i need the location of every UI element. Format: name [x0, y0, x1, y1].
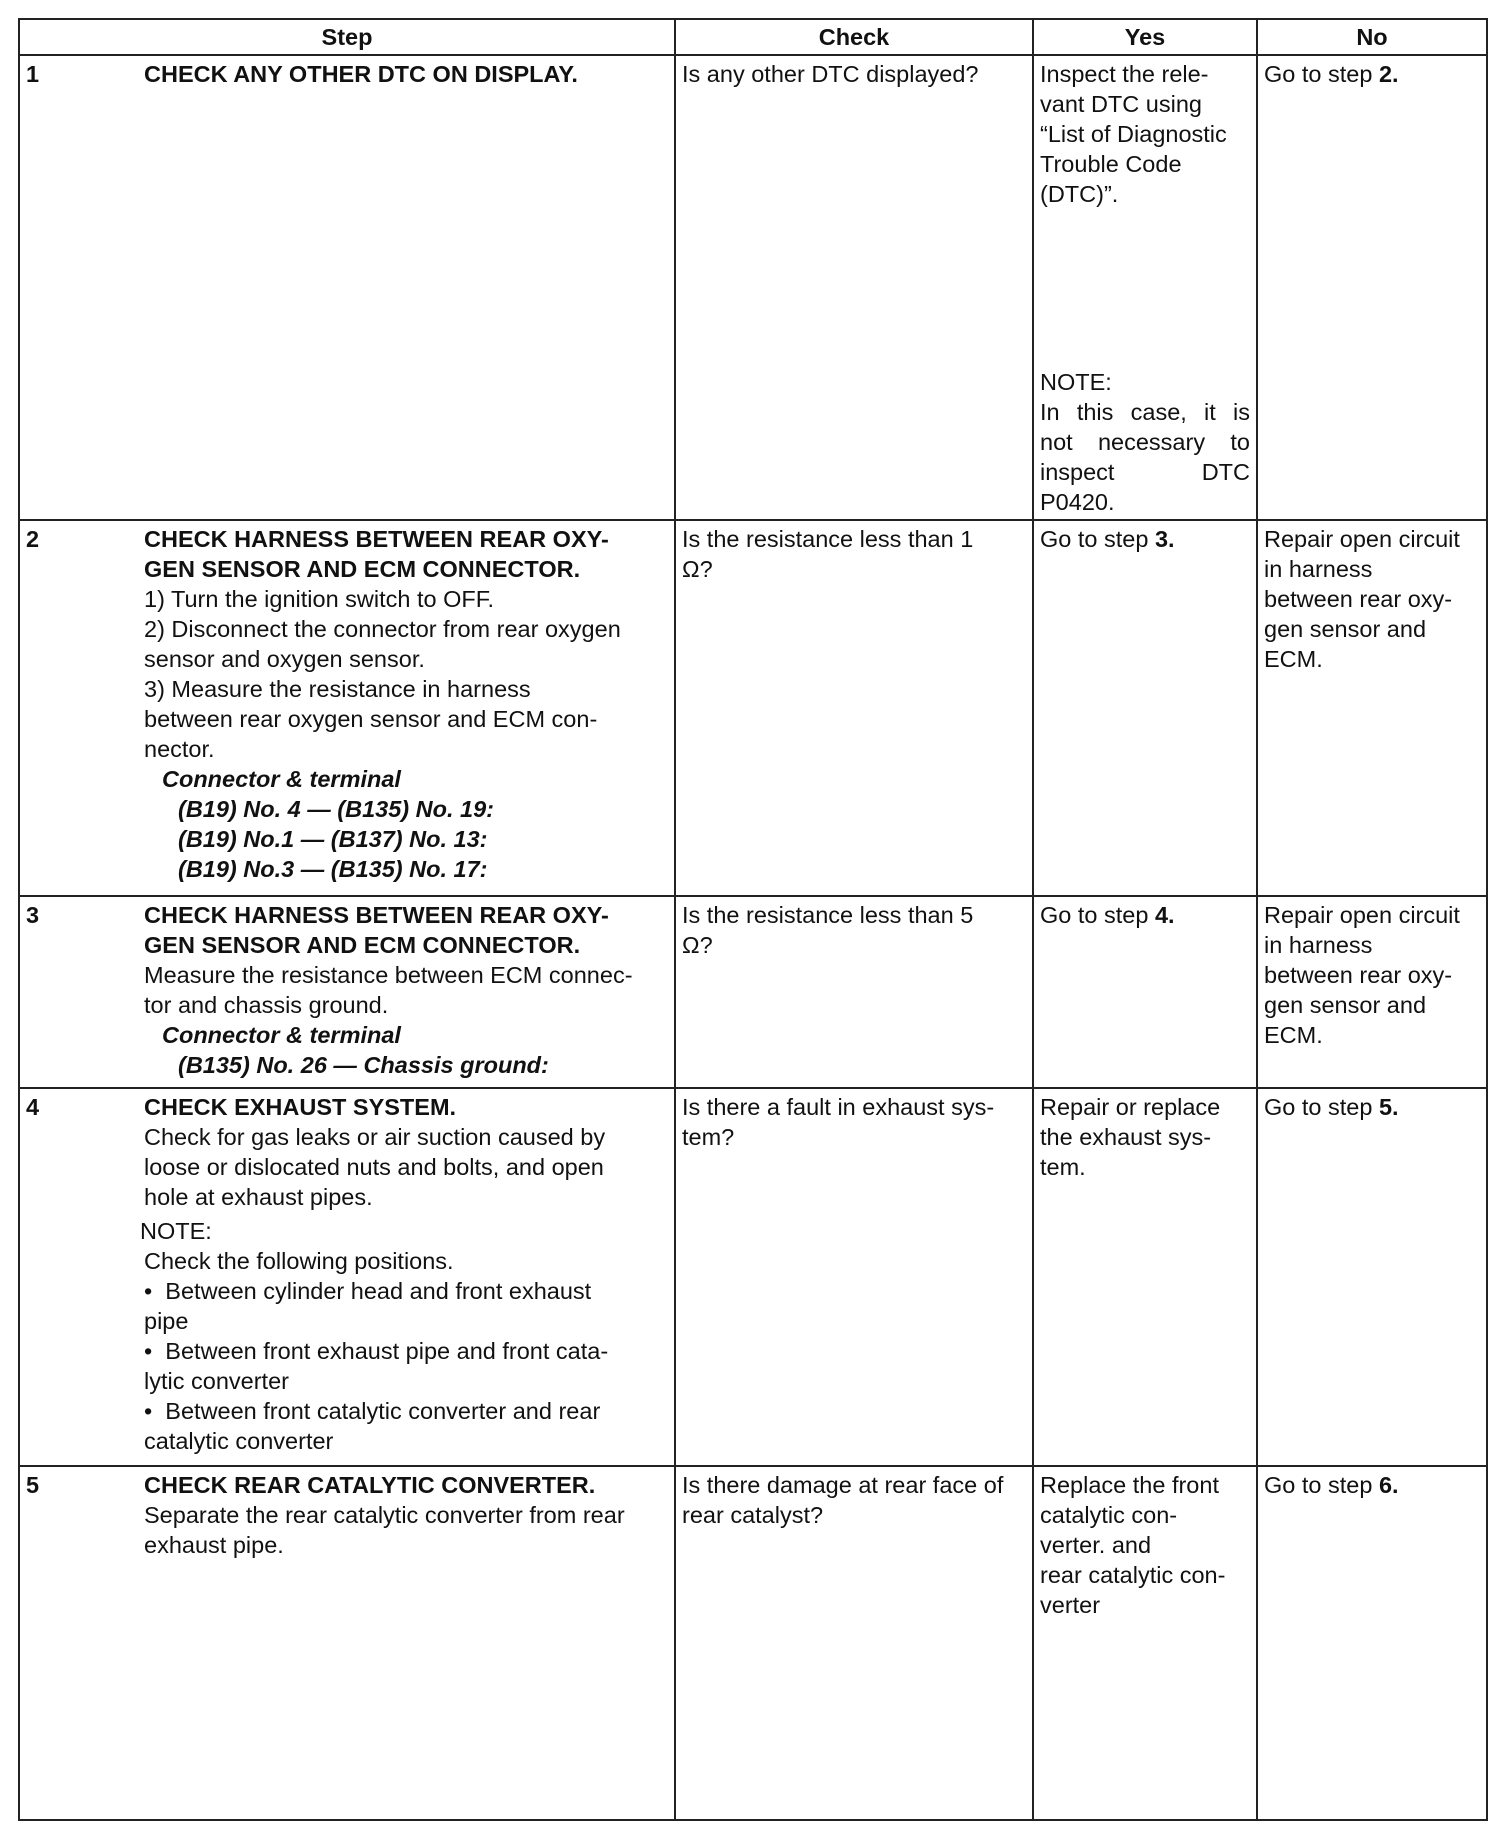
- step-cell-2: [19, 520, 675, 896]
- check-cell-5: [675, 1466, 1033, 1820]
- step-title: CHECK EXHAUST SYSTEM.: [144, 1094, 457, 1120]
- yes-line: catalytic con-: [1040, 1502, 1178, 1528]
- no-line: in harness: [1264, 556, 1373, 582]
- check-cell-3: [675, 896, 1033, 1088]
- procedure-line: Separate the rear catalytic converter from rear: [144, 1502, 625, 1528]
- procedure-line: 3) Measure the resistance in harness: [144, 676, 531, 702]
- no-line: between rear oxy-: [1264, 962, 1453, 988]
- step-cell-4: [19, 1088, 675, 1466]
- step-number: 5: [26, 1472, 40, 1498]
- yes-text: Go to step: [1040, 526, 1155, 552]
- check-line: Is there damage at rear face of: [682, 1472, 1004, 1498]
- connector-terminal-title: Connector & terminal: [162, 766, 401, 792]
- table-header-row: [19, 19, 1487, 55]
- yes-cell-4: [1033, 1088, 1257, 1466]
- step-cell-5: [19, 1466, 675, 1820]
- header-step: Step: [19, 19, 675, 55]
- yes-note-line: In this case, it is: [1040, 399, 1250, 425]
- note-bullet: • Between front exhaust pipe and front cata-: [144, 1336, 668, 1366]
- step-number: 2: [26, 526, 40, 552]
- check-line: Is there a fault in exhaust sys-: [682, 1094, 995, 1120]
- check-line: rear catalyst?: [682, 1502, 824, 1528]
- step-number: 1: [26, 61, 40, 87]
- procedure-line: tor and chassis ground.: [144, 992, 389, 1018]
- check-cell-4: [675, 1088, 1033, 1466]
- step-title-line: GEN SENSOR AND ECM CONNECTOR.: [144, 556, 581, 582]
- table-row-step-1: [19, 55, 1487, 520]
- check-cell-1: [675, 55, 1033, 520]
- yes-line: Trouble Code: [1040, 151, 1182, 177]
- note-bullet-cont: pipe: [144, 1308, 189, 1334]
- connector-terminal-title: Connector & terminal: [162, 1022, 401, 1048]
- yes-line: tem.: [1040, 1154, 1086, 1180]
- procedure-line: Measure the resistance between ECM connec-: [144, 962, 633, 988]
- no-cell-4: [1257, 1088, 1487, 1466]
- note-bullet: • Between front catalytic converter and rear: [144, 1396, 668, 1426]
- no-line: gen sensor and: [1264, 616, 1427, 642]
- yes-line: (DTC)”.: [1040, 181, 1119, 207]
- check-line: Is the resistance less than 5: [682, 902, 974, 928]
- header-no: No: [1257, 19, 1487, 55]
- check-cell-2: [675, 520, 1033, 896]
- yes-line: rear catalytic con-: [1040, 1562, 1226, 1588]
- yes-note-line: not necessary to: [1040, 429, 1250, 455]
- next-step-ref: 5.: [1378, 1094, 1399, 1120]
- step-title: CHECK ANY OTHER DTC ON DISPLAY.: [144, 61, 578, 87]
- table-row-step-3: [19, 896, 1487, 1088]
- next-step-ref: 4.: [1154, 902, 1175, 928]
- no-text: Go to step: [1264, 1094, 1379, 1120]
- step-number: 3: [26, 902, 40, 928]
- note-label: NOTE:: [140, 1218, 212, 1244]
- table-row-step-2: [19, 520, 1487, 896]
- yes-line: Inspect the rele-: [1040, 61, 1209, 87]
- header-yes: Yes: [1033, 19, 1257, 55]
- yes-line: vant DTC using: [1040, 91, 1202, 117]
- no-line: gen sensor and: [1264, 992, 1427, 1018]
- yes-line: the exhaust sys-: [1040, 1124, 1212, 1150]
- no-cell-2: [1257, 520, 1487, 896]
- no-text: Go to step: [1264, 61, 1379, 87]
- procedure-line: hole at exhaust pipes.: [144, 1184, 373, 1210]
- no-cell-5: [1257, 1466, 1487, 1820]
- no-cell-1: [1257, 55, 1487, 520]
- note-bullet-cont: catalytic converter: [144, 1428, 334, 1454]
- yes-note-line: inspect DTC: [1040, 459, 1250, 485]
- yes-note-line: P0420.: [1040, 489, 1115, 515]
- step-title-line: CHECK HARNESS BETWEEN REAR OXY-: [144, 526, 609, 552]
- yes-cell-5: [1033, 1466, 1257, 1820]
- step-cell-3: [19, 896, 675, 1088]
- check-line: Ω?: [682, 932, 713, 958]
- procedure-line: Check for gas leaks or air suction caused by: [144, 1124, 606, 1150]
- connector-terminal-line: (B135) No. 26 — Chassis ground:: [178, 1052, 549, 1078]
- note-bullet: • Between cylinder head and front exhaust: [144, 1276, 668, 1306]
- table-row-step-5: [19, 1466, 1487, 1820]
- note-intro: Check the following positions.: [144, 1248, 454, 1274]
- check-line: Ω?: [682, 556, 713, 582]
- no-line: Repair open circuit: [1264, 902, 1460, 928]
- no-cell-3: [1257, 896, 1487, 1088]
- procedure-line: nector.: [144, 736, 215, 762]
- table-row-step-4: [19, 1088, 1487, 1466]
- no-line: between rear oxy-: [1264, 586, 1453, 612]
- spacer: [1040, 209, 1250, 367]
- diagnostic-table-sheet: [18, 18, 1486, 1821]
- connector-terminal-line: (B19) No.1 — (B137) No. 13:: [178, 826, 488, 852]
- no-line: ECM.: [1264, 646, 1323, 672]
- yes-line: verter. and: [1040, 1532, 1152, 1558]
- step-number: 4: [26, 1094, 40, 1120]
- connector-terminal-line: (B19) No. 4 — (B135) No. 19:: [178, 796, 495, 822]
- connector-terminal-line: (B19) No.3 — (B135) No. 17:: [178, 856, 488, 882]
- note-bullet-cont: lytic converter: [144, 1368, 289, 1394]
- yes-line: “List of Diagnostic: [1040, 121, 1227, 147]
- check-line: tem?: [682, 1124, 735, 1150]
- no-text: Go to step: [1264, 1472, 1379, 1498]
- yes-note-label: NOTE:: [1040, 369, 1112, 395]
- no-line: in harness: [1264, 932, 1373, 958]
- step-title-line: CHECK HARNESS BETWEEN REAR OXY-: [144, 902, 609, 928]
- procedure-line: 2) Disconnect the connector from rear oxygen: [144, 616, 621, 642]
- check-question: Is any other DTC displayed?: [682, 61, 979, 87]
- procedure-line: 1) Turn the ignition switch to OFF.: [144, 586, 495, 612]
- yes-cell-3: [1033, 896, 1257, 1088]
- procedure-line: loose or dislocated nuts and bolts, and open: [144, 1154, 604, 1180]
- next-step-ref: 2.: [1378, 61, 1399, 87]
- yes-line: Replace the front: [1040, 1472, 1219, 1498]
- next-step-ref: 3.: [1154, 526, 1175, 552]
- header-check: Check: [675, 19, 1033, 55]
- procedure-line: sensor and oxygen sensor.: [144, 646, 425, 672]
- procedure-line: between rear oxygen sensor and ECM con-: [144, 706, 598, 732]
- no-line: ECM.: [1264, 1022, 1323, 1048]
- diagnostic-procedure-table: [18, 18, 1488, 1821]
- next-step-ref: 6.: [1378, 1472, 1399, 1498]
- yes-line: verter: [1040, 1592, 1101, 1618]
- yes-line: Repair or replace: [1040, 1094, 1221, 1120]
- yes-cell-2: [1033, 520, 1257, 896]
- procedure-line: exhaust pipe.: [144, 1532, 284, 1558]
- yes-cell-1: [1033, 55, 1257, 520]
- check-line: Is the resistance less than 1: [682, 526, 974, 552]
- no-line: Repair open circuit: [1264, 526, 1460, 552]
- step-title-line: GEN SENSOR AND ECM CONNECTOR.: [144, 932, 581, 958]
- step-title: CHECK REAR CATALYTIC CONVERTER.: [144, 1472, 596, 1498]
- step-cell-1: [19, 55, 675, 520]
- yes-text: Go to step: [1040, 902, 1155, 928]
